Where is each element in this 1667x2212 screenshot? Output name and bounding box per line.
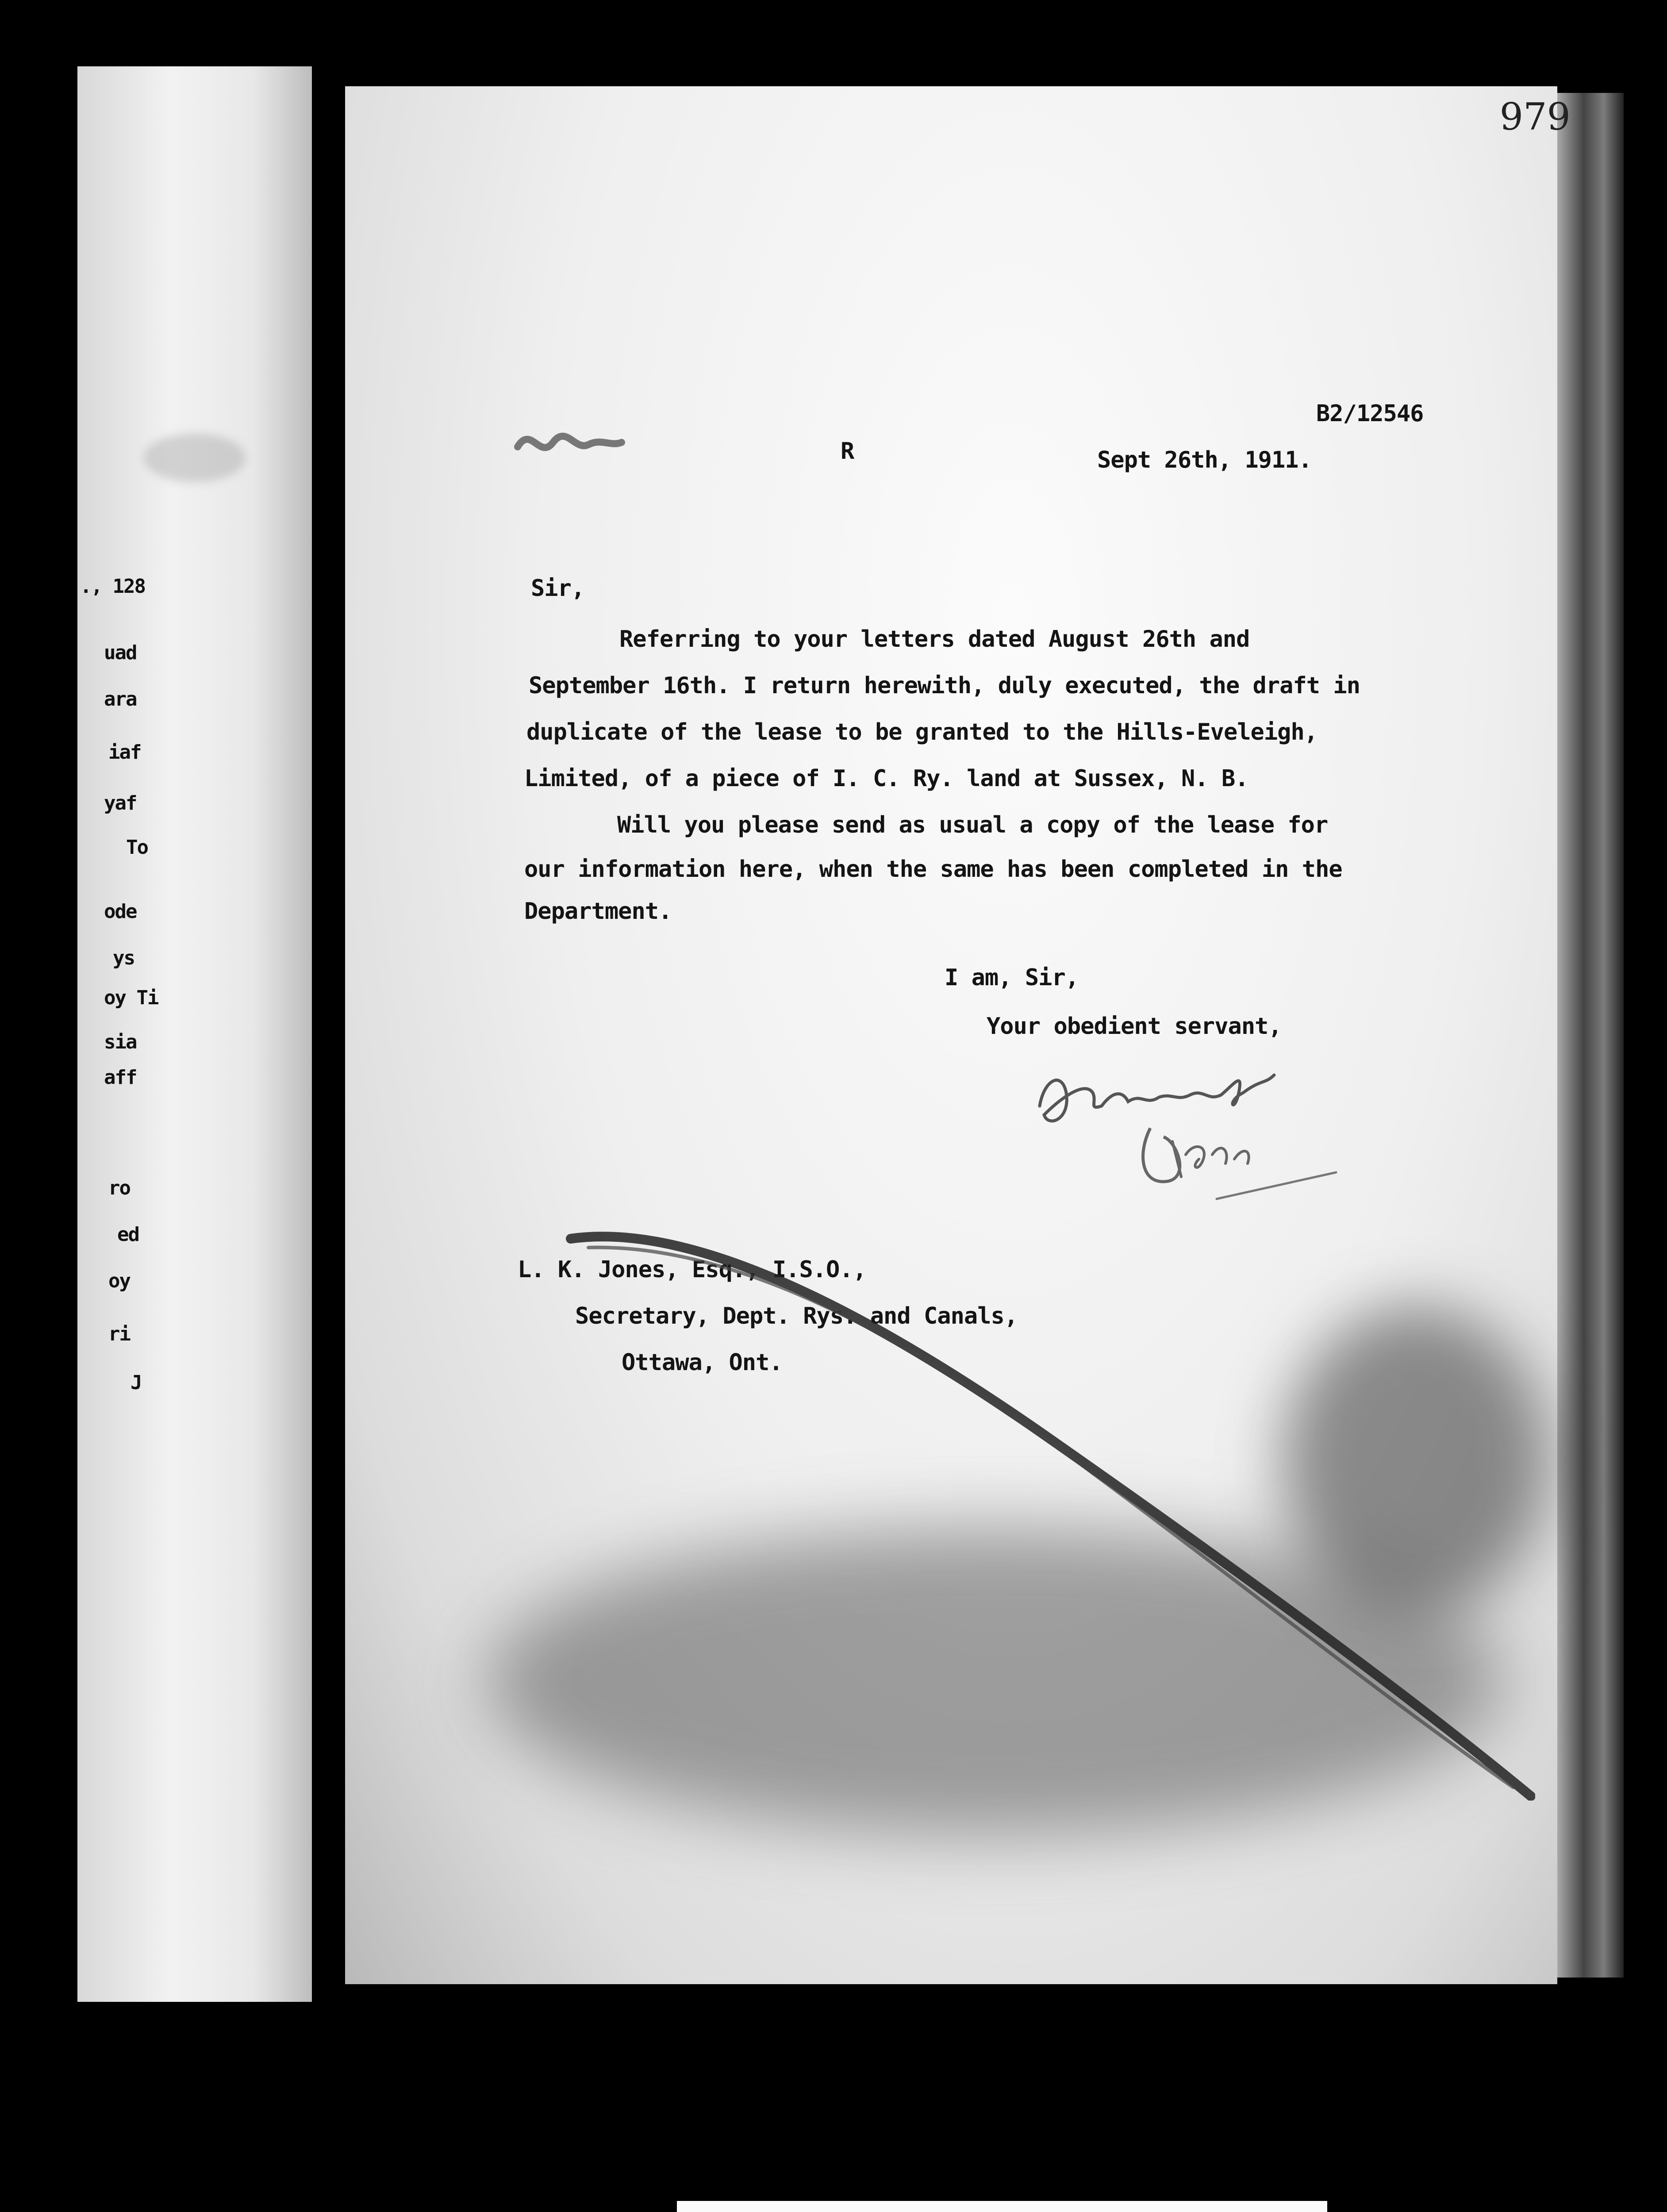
- left-page-fragment: iaf: [108, 741, 141, 764]
- addressee-line: Secretary, Dept. Rys. and Canals,: [575, 1303, 1018, 1329]
- addressee-line: Ottawa, Ont.: [622, 1349, 783, 1376]
- body-line: September 16th. I return herewith, duly executed, the draft in: [529, 672, 1360, 699]
- handwritten-signature: [1031, 1053, 1341, 1221]
- left-page-fragment: ri: [108, 1323, 130, 1345]
- left-page-fragment: ara: [104, 688, 137, 710]
- handwritten-scribble: [513, 416, 628, 473]
- body-line: Will you please send as usual a copy of the lease for: [617, 812, 1328, 838]
- left-page-fragment: oy: [108, 1270, 130, 1292]
- left-page-fragment: oy Ti: [104, 987, 158, 1009]
- left-page-fragment: ., 128: [80, 575, 145, 598]
- left-page-fragment: ode: [104, 900, 137, 923]
- salutation: Sir,: [531, 575, 585, 602]
- letter-initial: R: [841, 438, 854, 465]
- left-page-fragment: ed: [117, 1223, 139, 1246]
- letter-date: Sept 26th, 1911.: [1097, 447, 1312, 473]
- body-line: Department.: [524, 898, 672, 925]
- page-number: 979: [1499, 95, 1571, 138]
- addressee-line: L. K. Jones, Esq., I.S.O.,: [518, 1256, 866, 1283]
- body-line: Referring to your letters dated August 26th and: [619, 626, 1250, 653]
- left-page-fragment: aff: [104, 1066, 137, 1089]
- left-page-fragment: J: [131, 1371, 142, 1394]
- body-line: our information here, when the same has been completed in the: [524, 856, 1342, 883]
- closing-line: I am, Sir,: [945, 964, 1079, 991]
- body-line: duplicate of the lease to be granted to the Hills-Eveleigh,: [526, 719, 1318, 745]
- body-line: Limited, of a piece of I. C. Ry. land at Sussex, N. B.: [524, 765, 1248, 792]
- left-page-strip: [77, 66, 312, 2002]
- citation-label: [677, 2201, 1327, 2212]
- left-page-fragment: yaf: [104, 792, 137, 814]
- ink-smudge: [144, 434, 246, 482]
- left-page-fragment: To: [126, 836, 148, 859]
- closing-line: Your obedient servant,: [987, 1013, 1282, 1040]
- left-page-fragment: ys: [113, 947, 134, 969]
- left-page-fragment: uad: [104, 641, 137, 664]
- file-reference: B2/12546: [1316, 400, 1424, 427]
- left-page-fragment: sia: [104, 1031, 137, 1053]
- page-edge: [1557, 93, 1624, 1978]
- pen-stroke-mark: [562, 1225, 1535, 1801]
- left-page-fragment: ro: [108, 1177, 130, 1199]
